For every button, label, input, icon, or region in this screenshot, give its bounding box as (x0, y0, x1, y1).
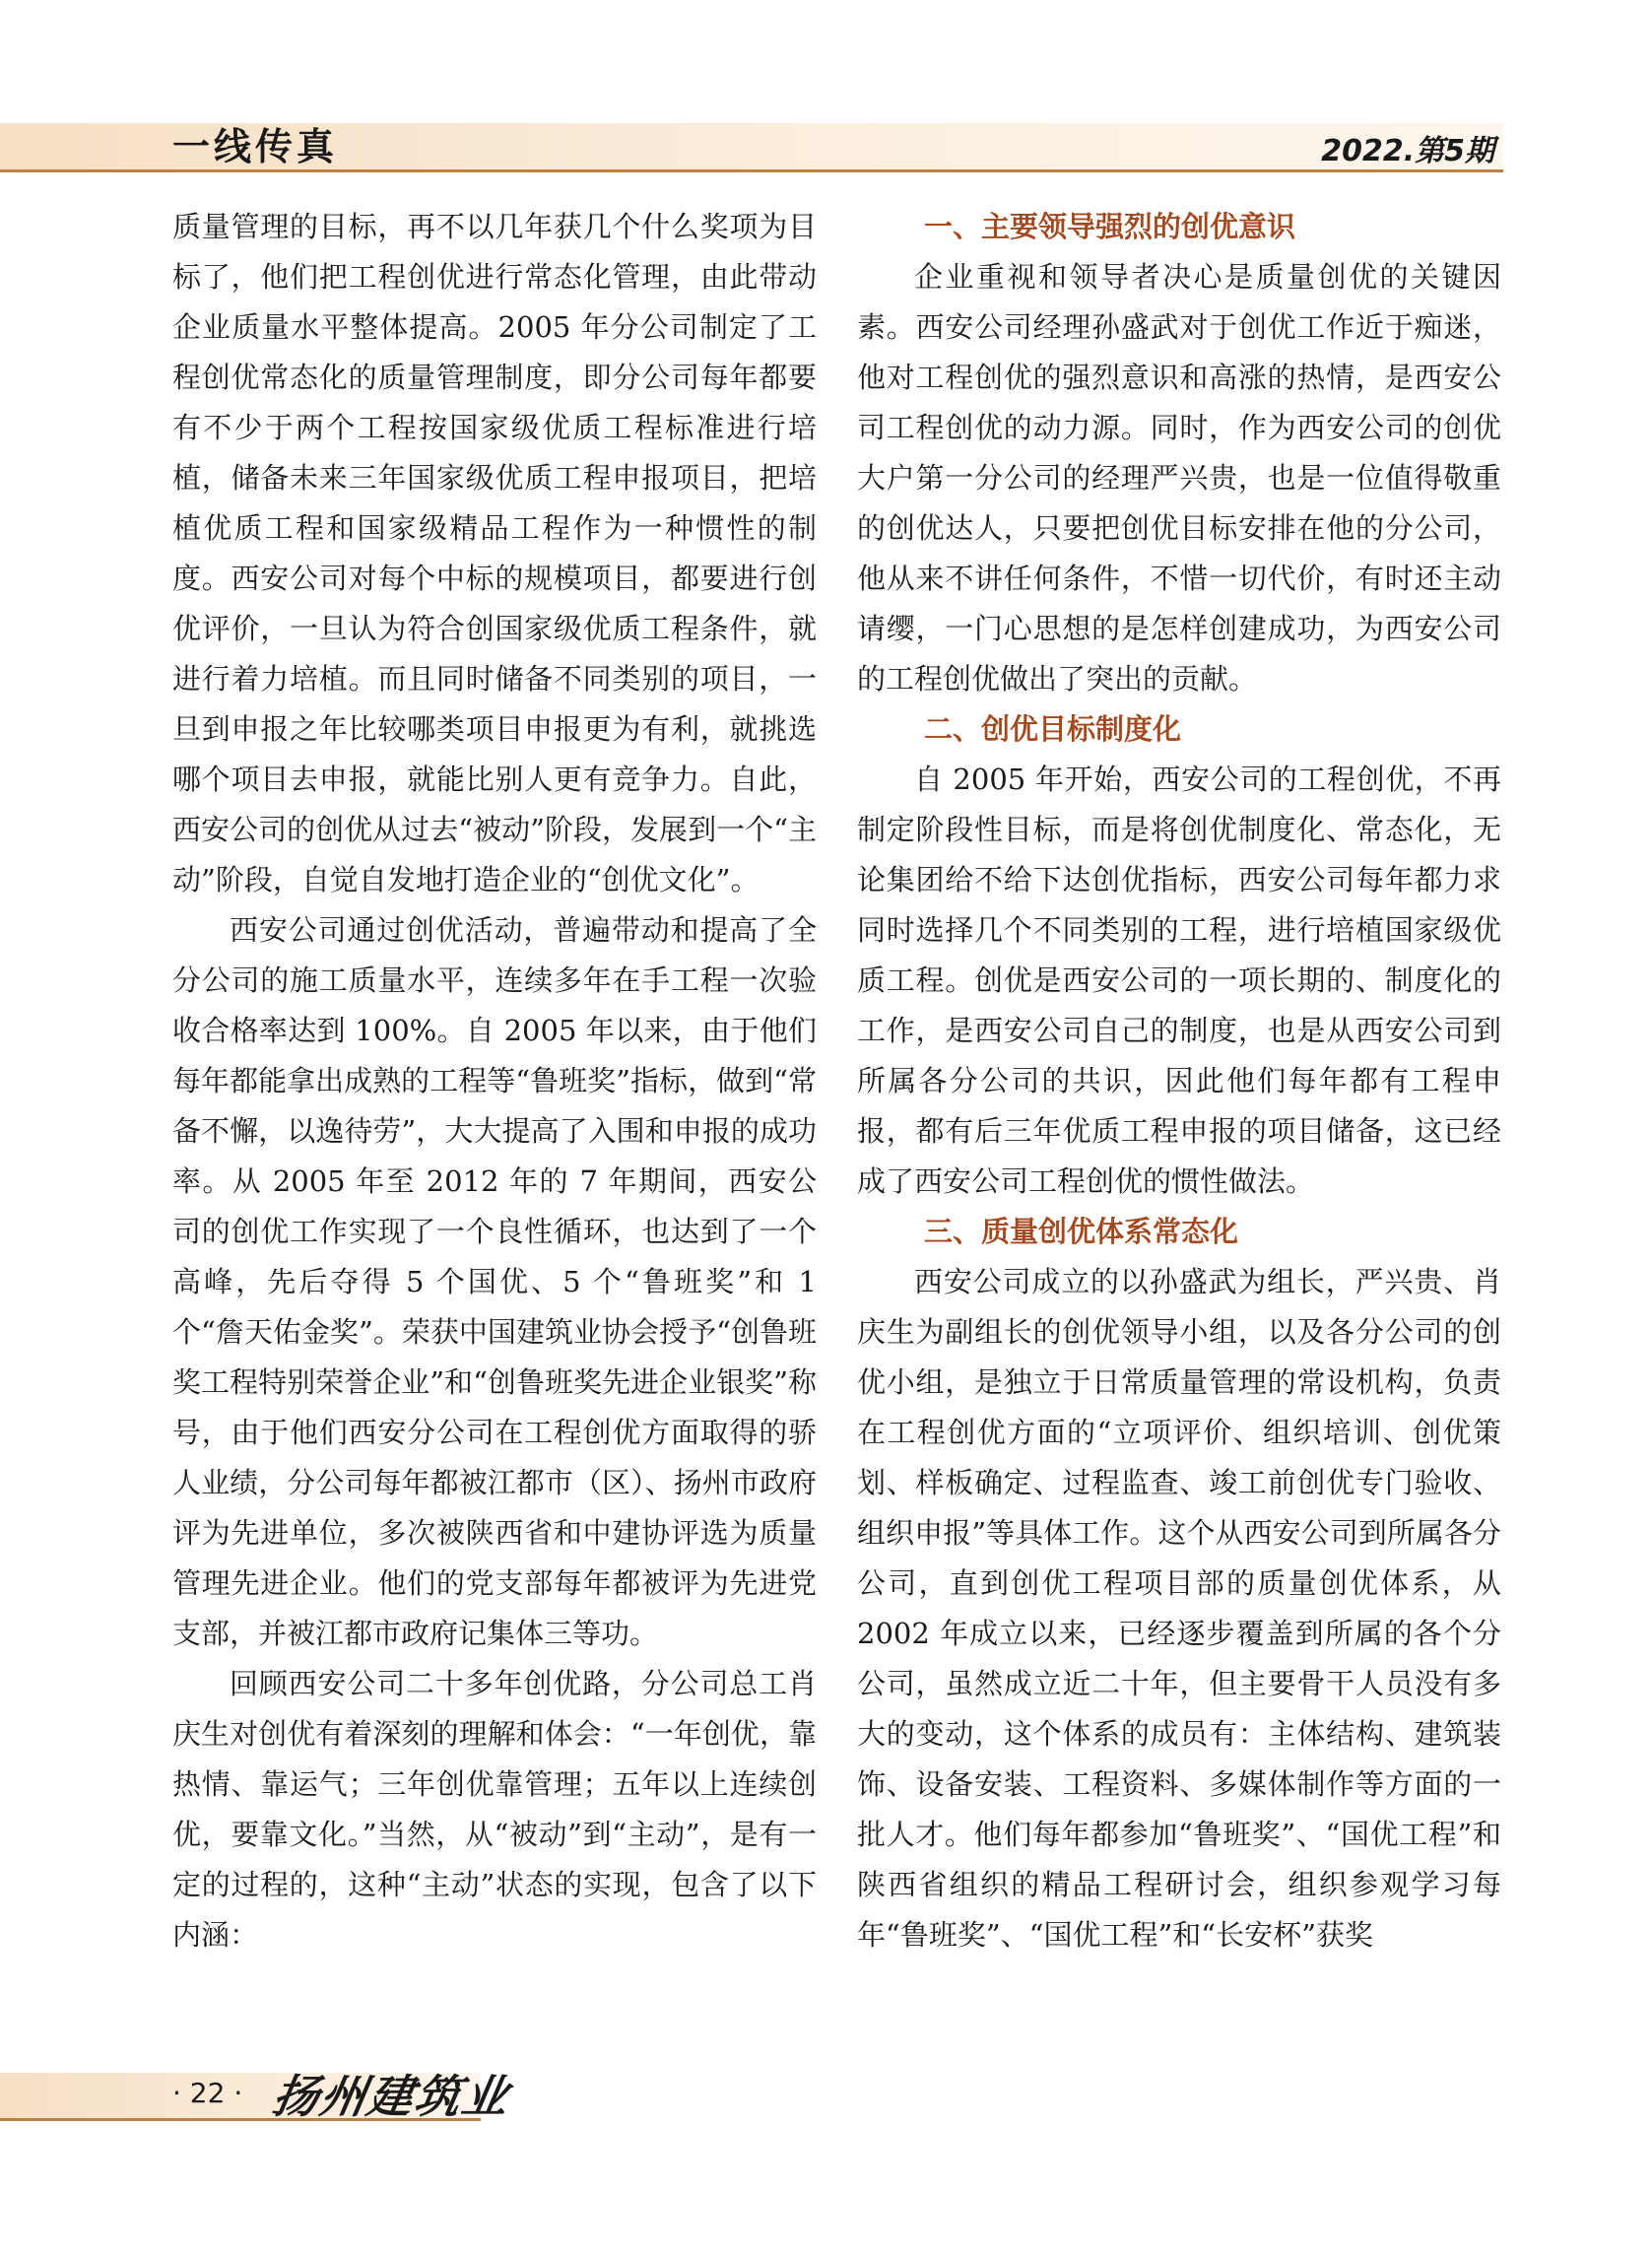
right-column (857, 202, 1501, 1960)
section-title: 一线传真 (172, 125, 339, 168)
paragraph: 回顾西安公司二十多年创优路，分公司总工肖庆生对创优有着深刻的理解和体会：“一年创优，靠热情、靠运气；三年创优靠管理；五年以上连续创优，要靠文化。”当然，从“被动”到“主动”，是有一定的过程的，这种“主动”状态的实现，包含了以下内涵： (172, 1667, 817, 1952)
left-column (172, 202, 817, 1960)
paragraph: 西安公司成立的以孙盛武为组长，严兴贵、肖庆生为副组长的创优领导小组，以及各分公司的创优小组，是独立于日常质量管理的常设机构，负责在工程创优方面的“立项评价、组织培训、创优策划、样板确定、过程监查、竣工前创优专门验收、组织申报”等具体工作。这个从西安公司到所属各分公司，直到创优工程项目部的质量创优体系，从 2002 年成立以来，已经逐步覆盖到所属的各个分公司，虽然成立近二十年，但主要骨干人员没有多大的变动，这个体系的成员有：主体结构、建筑装饰、设备安装、工程资料、多媒体制作等方面的一批人才。他们每年都参加“鲁班奖”、“国优工程”和陕西省组织的精品工程研讨会，组织参观学习每年“鲁班奖”、“国优工程”和“长安杯”获奖 (857, 1265, 1501, 1952)
paragraph: 质量管理的目标，再不以几年获几个什么奖项为目标了，他们把工程创优进行常态化管理，由此带动企业质量水平整体提高。2005 年分公司制定了工程创优常态化的质量管理制度，即分公司每年都要有不少于两个工程按国家级优质工程标准进行培植，储备未来三年国家级优质工程申报项目，把培植优质工程和国家级精品工程作为一种惯性的制度。西安公司对每个中标的规模项目，都要进行创优评价，一旦认为符合创国家级优质工程条件，就进行着力培植。而且同时储备不同类别的项目，一旦到申报之年比较哪类项目申报更为有利，就挑选哪个项目去申报，就能比别人更有竞争力。自此，西安公司的创优从过去“被动”阶段，发展到一个“主动”阶段，自觉自发地打造企业的“创优文化”。 (172, 210, 817, 896)
paragraph: 自 2005 年开始，西安公司的工程创优，不再制定阶段性目标，而是将创优制度化、常态化，无论集团给不给下达创优指标，西安公司每年都力求同时选择几个不同类别的工程，进行培植国家级优质工程。创优是西安公司的一项长期的、制度化的工作，是西安公司自己的制度，也是从西安公司到所属各分公司的共识，因此他们每年都有工程申报，都有后三年优质工程申报的项目储备，这已经成了西安公司工程创优的惯性做法。 (857, 763, 1501, 1198)
section-heading: 一、主要领导强烈的创优意识 (924, 210, 1296, 243)
paragraph: 企业重视和领导者决心是质量创优的关键因素。西安公司经理孙盛武对于创优工作近于痴迷，他对工程创优的强烈意识和高涨的热情，是西安公司工程创优的动力源。同时，作为西安公司的创优大户第一分公司的经理严兴贵，也是一位值得敬重的创优达人，只要把创优目标安排在他的分公司，他从来不讲任何条件，不惜一切代价，有时还主动请缨，一门心思想的是怎样创建成功，为西安公司的工程创优做出了突出的贡献。 (857, 260, 1501, 696)
section-heading: 二、创优目标制度化 (924, 712, 1182, 746)
page-number: · 22 · (172, 2077, 243, 2109)
magazine-logo: 扬州建筑业 (268, 2070, 515, 2123)
issue-number: 2022.第5期 (1321, 134, 1494, 168)
section-heading: 三、质量创优体系常态化 (924, 1215, 1239, 1248)
paragraph: 西安公司通过创优活动，普遍带动和提高了全分公司的施工质量水平，连续多年在手工程一次验收合格率达到 100%。自 2005 年以来，由于他们每年都能拿出成熟的工程等“鲁班奖”指标，做到“常备不懈，以逸待劳”，大大提高了入围和申报的成功率。从 2005 年至 2012 年的 7 年期间，西安公司的创优工作实现了一个良性循环，也达到了一个高峰，先后夺得 5 个国优、5 个“鲁班奖”和 1 个“詹天佑金奖”。荣获中国建筑业协会授予“创鲁班奖工程特别荣誉企业”和“创鲁班奖先进企业银奖”称号，由于他们西安分公司在工程创优方面取得的骄人业绩，分公司每年都被江都市（区）、扬州市政府评为先进单位，多次被陕西省和中建协评选为质量管理先进企业。他们的党支部每年都被评为先进党支部，并被江都市政府记集体三等功。 (172, 913, 817, 1650)
